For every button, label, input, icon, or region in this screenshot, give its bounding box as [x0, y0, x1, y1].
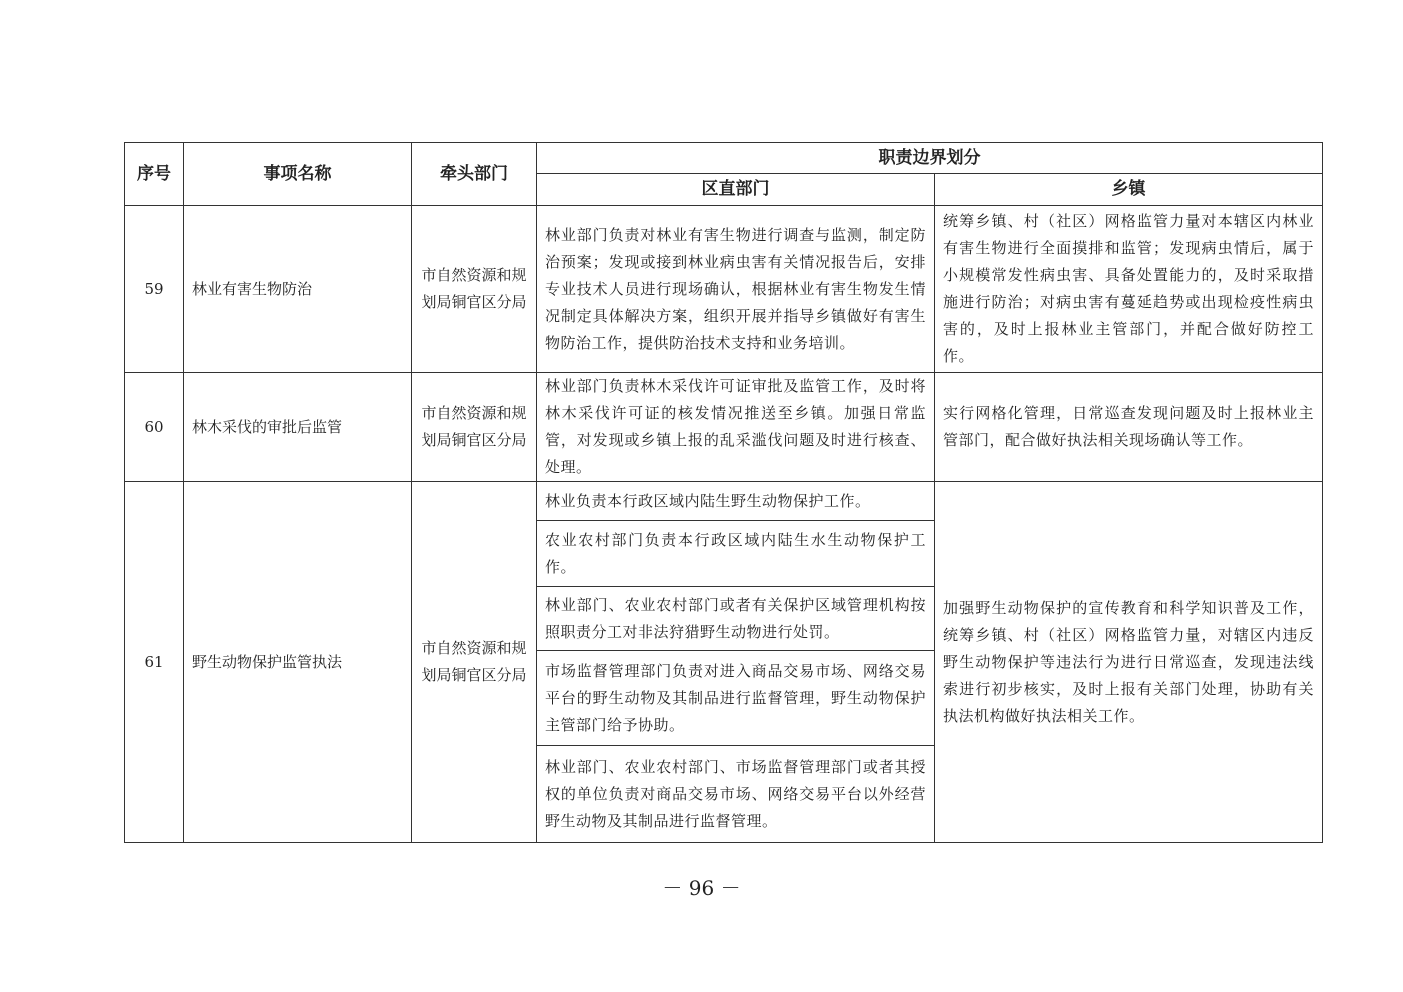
row-no: 59 [125, 206, 184, 373]
duty-boundary-table [124, 142, 1323, 843]
page-number: － 96 － [662, 876, 741, 900]
row-town: 实行网格化管理，日常巡查发现问题及时上报林业主管部门，配合做好执法相关现场确认等工作。 [935, 373, 1323, 482]
row-no: 60 [125, 373, 184, 482]
row-district: 市场监督管理部门负责对进入商品交易市场、网络交易平台的野生动物及其制品进行监督管理，野生动物保护主管部门给予协助。 [537, 651, 935, 746]
header-item: 事项名称 [184, 143, 412, 206]
header-lead: 牵头部门 [412, 143, 537, 206]
row-item: 林业有害生物防治 [184, 206, 412, 373]
row-lead: 市自然资源和规划局铜官区分局 [412, 482, 537, 843]
row-item: 野生动物保护监管执法 [184, 482, 412, 843]
table-row [125, 206, 1323, 373]
table-row [125, 482, 1323, 521]
header-no: 序号 [125, 143, 184, 206]
row-town: 加强野生动物保护的宣传教育和科学知识普及工作，统筹乡镇、村（社区）网格监管力量，对辖区内违反野生动物保护等违法行为进行日常巡查，发现违法线索进行初步核实，及时上报有关部门处理，协助有关执法机构做好执法相关工作。 [935, 482, 1323, 843]
row-district: 林业部门、农业农村部门或者有关保护区域管理机构按照职责分工对非法狩猎野生动物进行处罚。 [537, 587, 935, 651]
row-item: 林木采伐的审批后监管 [184, 373, 412, 482]
row-district: 林业部门负责林木采伐许可证审批及监管工作，及时将林木采伐许可证的核发情况推送至乡镇。加强日常监管，对发现或乡镇上报的乱采滥伐问题及时进行核查、处理。 [537, 373, 935, 482]
row-town: 统筹乡镇、村（社区）网格监管力量对本辖区内林业有害生物进行全面摸排和监管；发现病虫情后，属于小规模常发性病虫害、具备处置能力的，及时采取措施进行防治；对病虫害有蔓延趋势或出现检疫性病虫害的，及时上报林业主管部门，并配合做好防控工作。 [935, 206, 1323, 373]
row-district: 林业部门负责对林业有害生物进行调查与监测，制定防治预案；发现或接到林业病虫害有关情况报告后，安排专业技术人员进行现场确认，根据林业有害生物发生情况制定具体解决方案，组织开展并指导乡镇做好有害生物防治工作，提供防治技术支持和业务培训。 [537, 206, 935, 373]
header-town: 乡镇 [935, 174, 1323, 206]
row-district: 林业部门、农业农村部门、市场监督管理部门或者其授权的单位负责对商品交易市场、网络交易平台以外经营野生动物及其制品进行监督管理。 [537, 746, 935, 843]
row-lead: 市自然资源和规划局铜官区分局 [412, 373, 537, 482]
header-duty: 职责边界划分 [537, 143, 1323, 174]
row-no: 61 [125, 482, 184, 843]
row-district: 农业农村部门负责本行政区域内陆生水生动物保护工作。 [537, 521, 935, 587]
header-district: 区直部门 [537, 174, 935, 206]
table-row [125, 373, 1323, 482]
row-lead: 市自然资源和规划局铜官区分局 [412, 206, 537, 373]
row-district: 林业负责本行政区域内陆生野生动物保护工作。 [537, 482, 935, 521]
